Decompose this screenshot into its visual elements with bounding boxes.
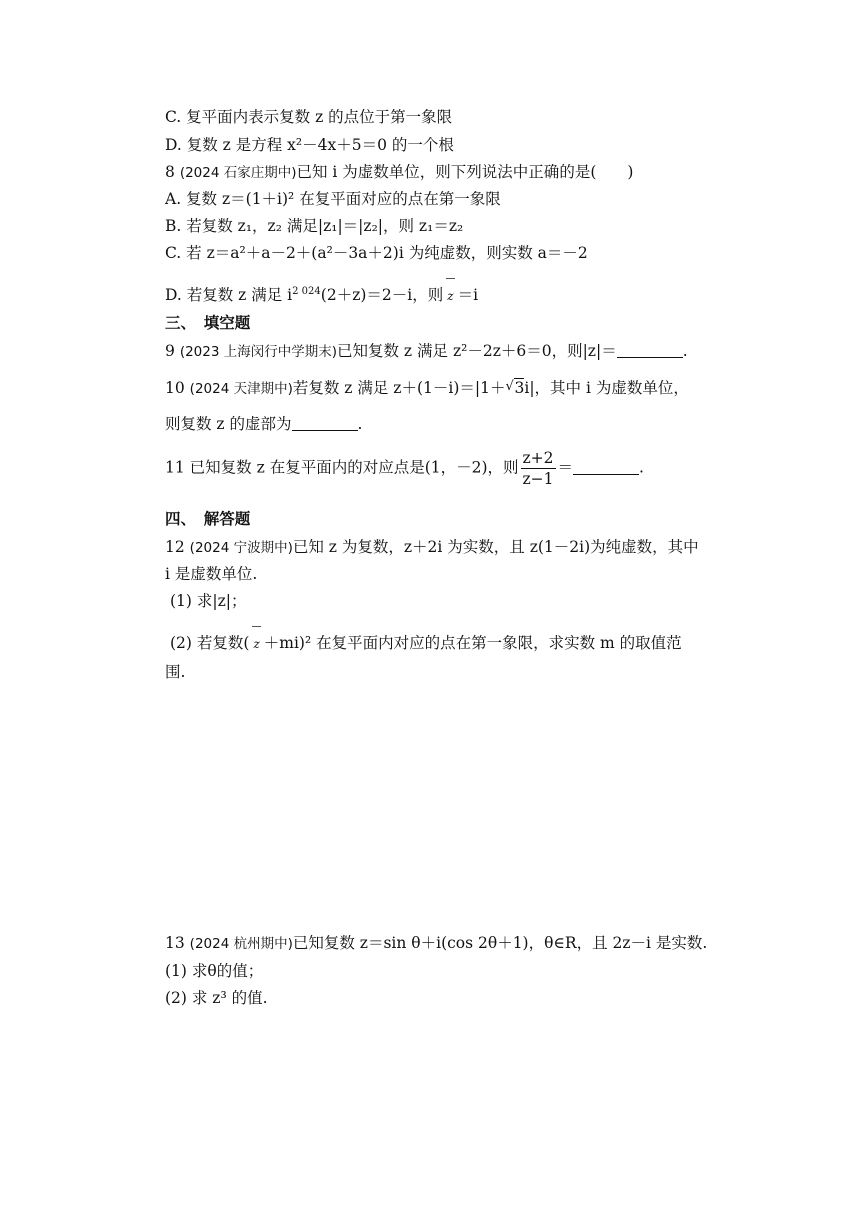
q12-part-2-line-2: 围.: [165, 663, 186, 681]
question-13: [165, 933, 707, 954]
q12-source: (2024 宁波期中): [189, 540, 293, 556]
q10-line-2: [165, 414, 362, 434]
question-12: [165, 537, 699, 558]
q12-stem: 已知 z 为复数，z＋2i 为实数，且 z(1－2i)为纯虚数，其中: [292, 538, 699, 556]
q13-part-1: (1) 求θ的值；: [165, 962, 264, 980]
q9-source: (2023 上海闵行中学期末): [179, 344, 337, 360]
q8-d-mid: (2＋z)＝2－i，则: [320, 286, 444, 304]
q8-option-b: B. 若复数 z₁，z₂ 满足|z₁|＝|z₂|，则 z₁＝z₂: [165, 217, 464, 235]
q12-p2-prefix: (2) 若复数(: [170, 634, 250, 652]
q10-sqrt: [505, 378, 524, 398]
q12-p2-suffix: ＋mi)² 在复平面内对应的点在第一象限，求实数 m 的取值范: [263, 634, 682, 652]
q11-fraction-numerator: z+2: [522, 449, 554, 467]
q12-part-2: [170, 633, 682, 654]
q8-d-conjugate: z: [443, 286, 457, 306]
q10-line-2-text: 则复数 z 的虚部为: [165, 415, 292, 433]
q8-option-a: A. 复数 z＝(1＋i)² 在复平面对应的点在第一象限: [165, 190, 501, 208]
q10-end: .: [357, 415, 363, 433]
q8-option-d: [165, 285, 478, 306]
q11-fraction-denominator: z−1: [522, 470, 554, 488]
question-11: [165, 448, 644, 489]
q8-d-exponent: 2 024: [292, 286, 321, 297]
q11-end: .: [639, 458, 644, 477]
q12-p2-conjugate: z: [249, 634, 263, 654]
q8-d-prefix: D. 若复数 z 满足 i: [165, 286, 293, 304]
q8-stem: 已知 i 为虚数单位，则下列说法中正确的是( ): [296, 163, 634, 181]
q9-stem: 已知复数 z 满足 z²－2z＋6＝0，则|z|＝: [337, 342, 617, 360]
q13-number: 13: [165, 934, 185, 952]
q10-stem: 若复数 z 满足 z＋(1－i)＝|1＋: [292, 379, 506, 397]
q10-stem-2: i|，其中 i 为虚数单位，: [524, 379, 689, 397]
q8-number: 8: [165, 163, 175, 181]
question-10: [165, 378, 689, 399]
q11-stem: 已知复数 z 在复平面内的对应点是(1，－2)，则: [189, 458, 519, 477]
q8-source: (2024 石家庄期中): [179, 165, 297, 181]
q13-part-2: (2) 求 z³ 的值.: [165, 989, 268, 1007]
q12-part-1: (1) 求|z|；: [170, 592, 247, 610]
q13-source: (2024 杭州期中): [189, 936, 293, 952]
section-solve: 四、 解答题: [165, 509, 251, 528]
q10-answer-blank[interactable]: [292, 416, 358, 431]
q9-number: 9: [165, 342, 175, 360]
section-fill-in: 三、 填空题: [165, 313, 251, 332]
q10-source: (2024 天津期中): [189, 381, 293, 397]
q11-answer-blank[interactable]: [573, 460, 639, 475]
q11-fraction: [521, 448, 556, 489]
q8-d-suffix: ＝i: [457, 286, 479, 304]
q9-end: .: [682, 342, 688, 360]
q8-option-c: C. 若 z＝a²＋a－2＋(a²－3a＋2)i 为纯虚数，则实数 a＝－2: [165, 244, 588, 262]
q10-number: 10: [165, 379, 185, 397]
question-9: [165, 341, 688, 362]
q9-answer-blank[interactable]: [617, 343, 683, 358]
q12-line-2: i 是虚数单位.: [165, 565, 258, 583]
q7-option-d: D. 复数 z 是方程 x²－4x＋5＝0 的一个根: [165, 136, 454, 154]
q10-radicand: 3: [514, 379, 525, 397]
q7-option-c: C. 复平面内表示复数 z 的点位于第一象限: [165, 108, 453, 126]
q13-stem: 已知复数 z＝sin θ＋i(cos 2θ＋1)，θ∈R，且 2z－i 是实数.: [292, 934, 708, 952]
q11-equals: ＝: [557, 458, 574, 477]
q12-number: 12: [165, 538, 185, 556]
q11-number: 11: [165, 458, 185, 477]
question-8: [165, 162, 633, 183]
